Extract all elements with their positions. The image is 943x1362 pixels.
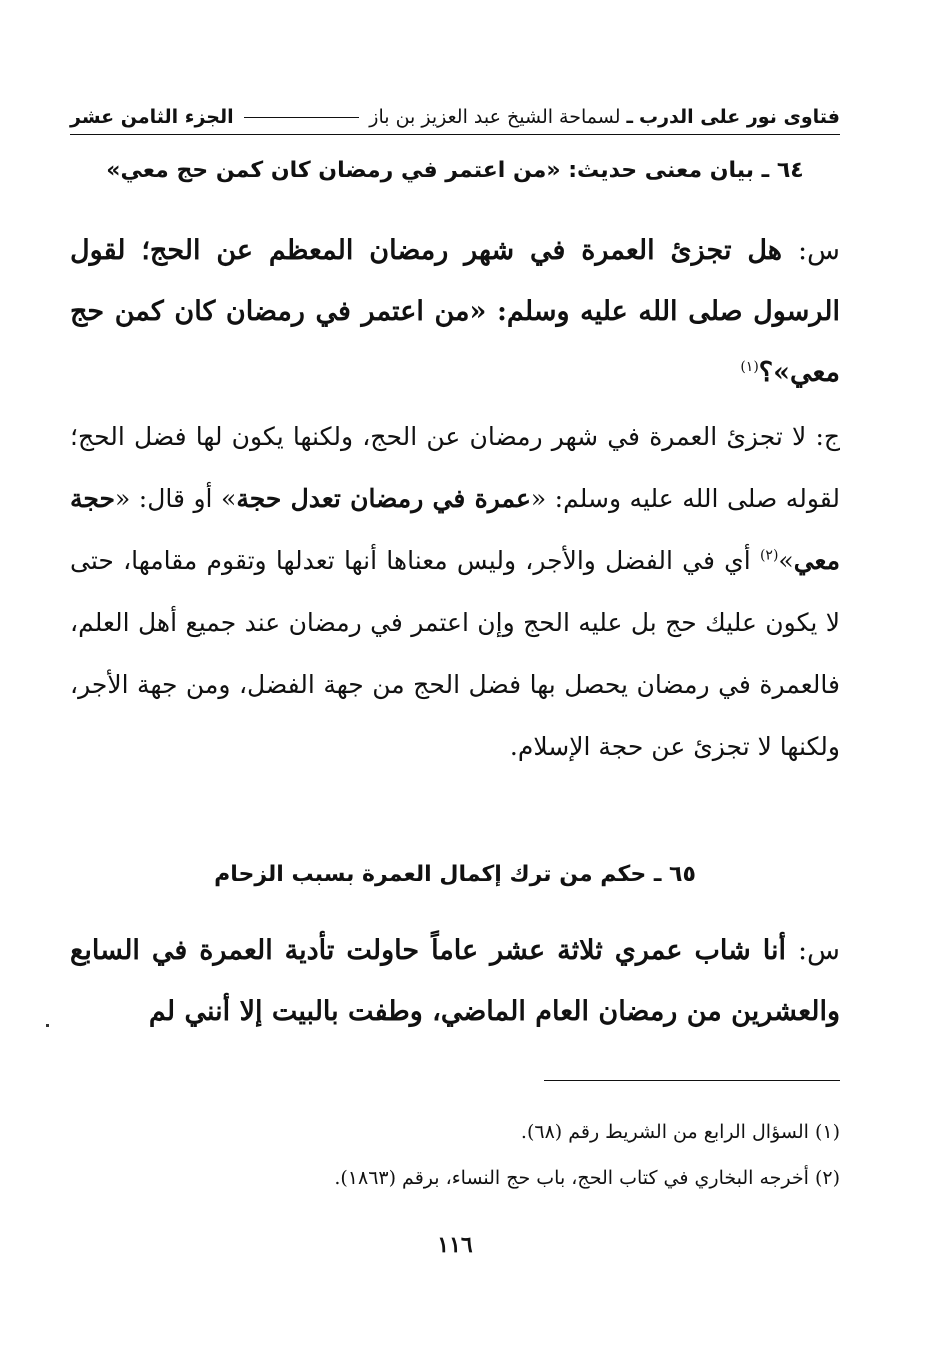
footnote-ref-1: (١): [740, 359, 759, 375]
book-title: فتاوى نور على الدرب: [639, 106, 840, 128]
footnote-2: (٢) أخرجه البخاري في كتاب الحج، باب حج النساء، برقم (١٨٦٣).: [334, 1167, 840, 1189]
question-label: س:: [797, 235, 840, 266]
page-number: ١١٦: [437, 1232, 473, 1258]
footnote-divider: [544, 1080, 840, 1081]
answer-64: [70, 406, 840, 778]
question-text: هل تجزئ العمرة في شهر رمضان المعظم عن الحج؛ لقول الرسول صلى الله عليه وسلم: «من اعتمر في رمضان كان كمن حج معي»؟: [70, 235, 840, 388]
hadith-quote-1: عمرة في رمضان تعدل حجة: [236, 484, 531, 513]
answer-text-part-4: أي في الفضل والأجر، وليس معناها أنها تعدلها وتقوم مقامها، حتى لا يكون عليك حج بل عليه الحج وإن اعتمر في رمضان عند جميع أهل العلم، فالعمرة في رمضان يحصل بها فضل الحج من جهة الفضل، ومن جهة الأجر، ولكنها لا تجزئ عن حجة الإسلام.: [70, 546, 840, 761]
question-64: [70, 220, 840, 403]
section-heading-65: ٦٥ ـ حكم من ترك إكمال العمرة بسبب الزحام: [214, 862, 696, 887]
answer-text-part-2: » أو قال: «: [115, 484, 237, 513]
footnote-ref-2: (٢): [759, 547, 779, 564]
footnote-1: (١) السؤال الرابع من الشريط رقم (٦٨).: [520, 1121, 840, 1143]
running-header: [70, 100, 840, 135]
question-65: [70, 920, 840, 1042]
volume-label: الجزء الثامن عشر: [70, 106, 234, 128]
author-name: لسماحة الشيخ عبد العزيز بن باز: [369, 106, 621, 128]
header-separator: ـ: [626, 106, 633, 128]
scan-mark: [46, 1024, 49, 1027]
section-heading-64: ٦٤ ـ بيان معنى حديث: «من اعتمر في رمضان كان كمن حج معي»: [106, 158, 804, 183]
hadith-quote-2: حجة معي: [70, 484, 840, 575]
answer-text-part-1: لا تجزئ العمرة في شهر رمضان عن الحج، ولكنها يكون لها فضل الحج؛ لقوله صلى الله عليه وسلم: «: [70, 422, 840, 513]
document-page: [70, 0, 840, 1362]
answer-text-part-3: »: [778, 546, 794, 575]
question-label: س:: [797, 935, 841, 966]
answer-label: ج:: [815, 422, 840, 451]
question-text: أنا شاب عمري ثلاثة عشر عاماً حاولت تأدية العمرة في السابع والعشرين من رمضان العام الماضي، وطفت بالبيت إلا أنني لم: [70, 935, 840, 1027]
header-rule: [244, 117, 360, 118]
